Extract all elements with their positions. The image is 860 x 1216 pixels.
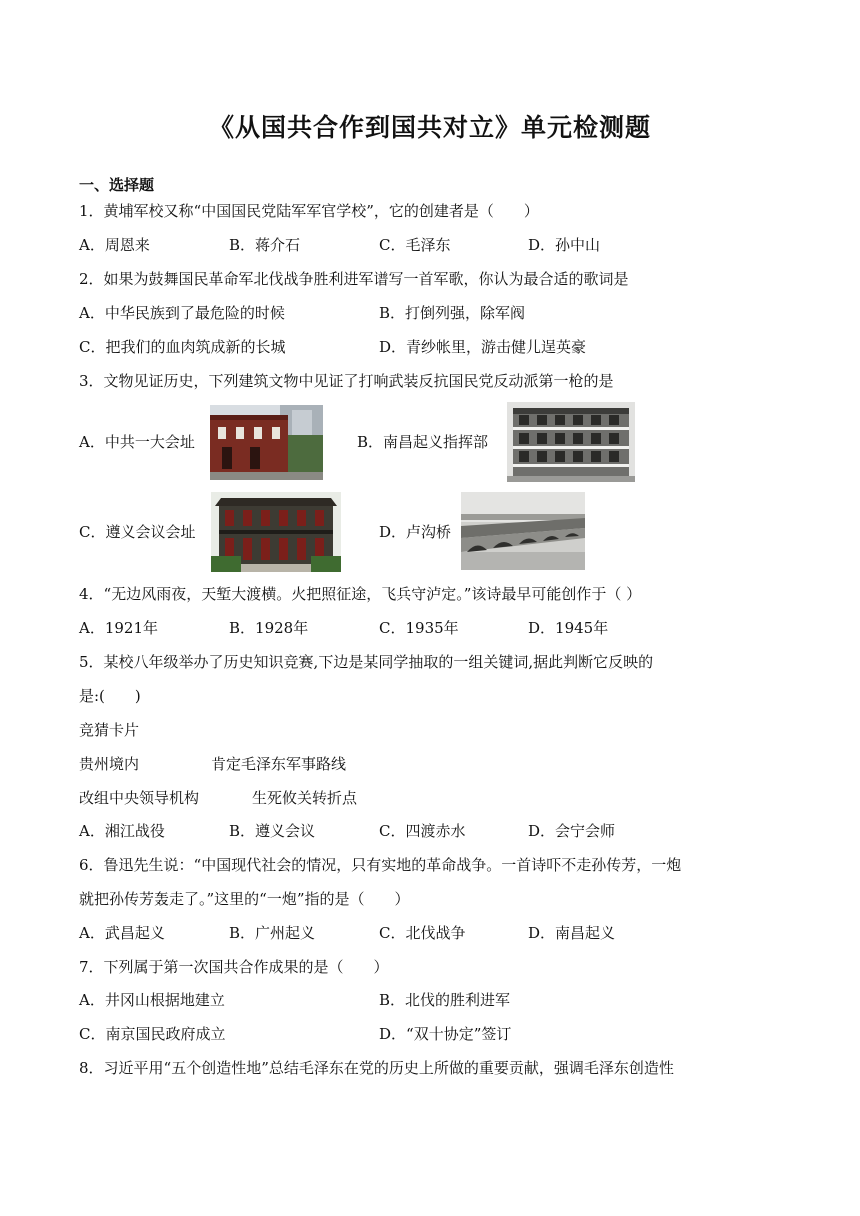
question-7-stem: 7．下列属于第一次国共合作成果的是（ ） [79,958,389,976]
question-6-option-c: C．北伐战争 [379,924,466,942]
question-5-card-item-4: 生死攸关转折点 [252,789,358,807]
question-7-option-a: A．井冈山根据地建立 [79,991,225,1009]
question-5-option-b: B．遵义会议 [229,822,316,840]
lugou-bridge-photo [461,492,585,570]
question-4-stem: 4．“无边风雨夜，天堑大渡横。火把照征途，飞兵守泸定。”该诗最早可能创作于（ ） [79,585,642,603]
question-1-stem: 1．黄埔军校又称“中国国民党陆军军官学校”，它的创建者是（ ） [79,202,539,220]
question-3-option-c: C．遵义会议会址 [79,523,196,541]
question-2-option-c: C．把我们的血肉筑成新的长城 [79,338,286,356]
question-3-option-a: A．中共一大会址 [79,433,195,451]
question-7-option-c: C．南京国民政府成立 [79,1025,226,1043]
question-2-option-d: D．青纱帐里，游击健儿逞英豪 [379,338,587,356]
question-8-stem: 8．习近平用“五个创造性地”总结毛泽东在党的历史上所做的重要贡献，强调毛泽东创造性 [79,1059,674,1077]
question-5-stem-line-1: 5．某校八年级举办了历史知识竞赛,下边是某同学抽取的一组关键词,据此判断它反映的 [79,653,654,671]
question-3-stem: 3．文物见证历史，下列建筑文物中见证了打响武装反抗国民党反动派第一枪的是 [79,372,614,390]
question-5-card-item-1: 贵州境内 [79,755,140,773]
question-1-option-d: D．孙中山 [528,236,601,254]
nanchang-uprising-hq-photo [507,402,635,482]
question-4-option-b: B．1928年 [229,619,309,637]
question-4-option-a: A．1921年 [79,619,159,637]
question-5-stem-line-2: 是:( ) [79,687,141,705]
question-5-option-a: A．湘江战役 [79,822,165,840]
question-4-option-c: C．1935年 [379,619,459,637]
question-5-option-d: D．会宁会师 [528,822,616,840]
section-heading: 一、选择题 [79,176,155,194]
question-5-option-c: C．四渡赤水 [379,822,466,840]
question-4-option-d: D．1945年 [528,619,609,637]
question-6-option-a: A．武昌起义 [79,924,165,942]
question-6-stem-line-2: 就把孙传芳轰走了。”这里的“一炮”指的是（ ） [79,890,410,908]
question-5-card-item-3: 改组中央领导机构 [79,789,200,807]
question-1-option-a: A．周恩来 [79,236,150,254]
question-7-option-b: B．北伐的胜利进军 [379,991,511,1009]
zunyi-conference-site-photo [211,492,341,572]
question-3-option-d: D．卢沟桥 [379,523,452,541]
question-6-stem-line-1: 6．鲁迅先生说：“中国现代社会的情况，只有实地的革命战争。一首诗吓不走孙传芳，一炮 [79,856,682,874]
question-5-card-title: 竞猜卡片 [79,721,140,739]
question-1-option-c: C．毛泽东 [379,236,451,254]
question-3-option-b: B．南昌起义指挥部 [357,433,489,451]
question-6-option-d: D．南昌起义 [528,924,616,942]
question-6-option-b: B．广州起义 [229,924,316,942]
first-congress-site-photo [210,405,323,480]
question-7-option-d: D．“双十协定”签订 [379,1025,512,1043]
question-2-option-a: A．中华民族到了最危险的时候 [79,304,285,322]
question-1-option-b: B．蒋介石 [229,236,301,254]
question-5-card-item-2: 肯定毛泽东军事路线 [211,755,347,773]
document-title: 《从国共合作到国共对立》单元检测题 [208,113,651,142]
question-2-stem: 2．如果为鼓舞国民革命军北伐战争胜利进军谱写一首军歌，你认为最合适的歌词是 [79,270,629,288]
question-2-option-b: B．打倒列强，除军阀 [379,304,526,322]
